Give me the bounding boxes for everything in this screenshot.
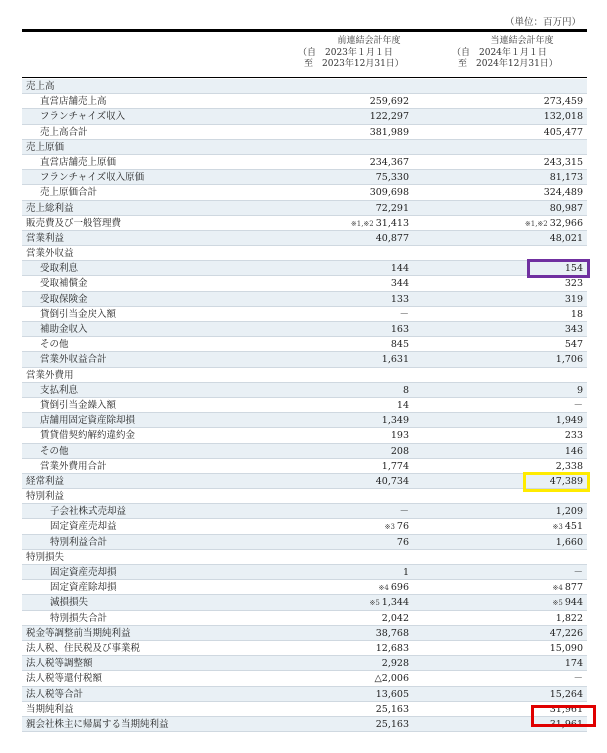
curr-year-value: [553, 580, 583, 596]
row-label: 支払利息: [40, 384, 79, 396]
footnote-marker: ※5: [369, 599, 380, 608]
prev-year-value: [370, 125, 409, 140]
value-text: 13,605: [375, 688, 409, 700]
row-label: フランチャイズ収入: [40, 111, 126, 123]
value-text: 75,330: [375, 172, 409, 184]
row-label: 補助金収入: [40, 324, 88, 335]
value-text: 47,389: [549, 475, 583, 487]
prev-year-value: [382, 611, 409, 626]
table-row: [22, 474, 587, 489]
header-prev-from: （自 2023年１月１日: [298, 47, 393, 58]
table-row: [22, 170, 587, 185]
table-row: [22, 79, 587, 94]
table-row: [22, 140, 587, 155]
curr-year-value: [553, 595, 583, 611]
value-text: 80,987: [549, 202, 583, 214]
value-text: 32,966: [549, 217, 583, 229]
value-text: 81,173: [549, 172, 583, 184]
table-row: [22, 717, 587, 732]
row-label: 親会社株主に帰属する当期純利益: [26, 718, 169, 730]
table-row: [22, 656, 587, 671]
table-row: [22, 109, 587, 124]
curr-year-value: [550, 231, 583, 246]
footnote-marker: ※1,※2: [350, 219, 374, 228]
prev-year-value: [391, 261, 409, 276]
row-label: 固定資産売却損: [50, 567, 117, 578]
value-text: 163: [390, 324, 409, 335]
value-text: 25,163: [375, 718, 409, 730]
row-label: 税金等調整前当期純利益: [26, 627, 131, 639]
table-row: [22, 185, 587, 200]
table-row: [22, 550, 587, 565]
value-text: 451: [564, 521, 583, 533]
value-text: 76: [396, 536, 409, 548]
table-row: [22, 519, 587, 534]
table-row: [22, 413, 587, 428]
value-text: 344: [390, 278, 409, 290]
prev-year-value: [397, 535, 409, 550]
row-label: 減損損失: [50, 597, 89, 609]
prev-year-value: [385, 519, 409, 535]
curr-year-value: [553, 519, 583, 535]
table-row: [22, 307, 587, 322]
value-text: 877: [564, 582, 583, 594]
table-row: [22, 261, 587, 276]
value-text: 9: [576, 384, 583, 396]
row-label: 固定資産売却益: [50, 521, 117, 533]
value-text: 319: [564, 293, 583, 305]
prev-year-value: [391, 337, 409, 352]
curr-year-value: [565, 656, 583, 671]
prev-year-value: [399, 307, 409, 322]
value-text: 243,315: [543, 156, 583, 168]
value-text: 144: [390, 263, 409, 275]
prev-year-value: [399, 504, 409, 519]
table-row: [22, 459, 587, 474]
curr-year-value: [525, 216, 583, 232]
prev-year-value: [382, 352, 409, 367]
header-prev-to: 至 2023年12月31日）: [304, 59, 404, 69]
table-row: [22, 337, 587, 352]
curr-year-value: [556, 413, 583, 428]
prev-year-value: [403, 383, 409, 398]
row-label: 店舗用固定資産除却損: [40, 415, 136, 427]
value-text: 547: [564, 339, 583, 351]
unit-note: （単位：百万円）: [504, 17, 581, 28]
table-row: [22, 535, 587, 550]
value-text: 343: [564, 324, 583, 335]
curr-year-value: [577, 383, 583, 398]
value-text: －: [399, 506, 409, 518]
value-text: 2,042: [381, 612, 409, 624]
prev-year-value: [369, 595, 409, 611]
income-statement-table: [22, 79, 587, 732]
table-row: [22, 292, 587, 307]
curr-year-value: [571, 307, 583, 322]
prev-year-value: [376, 717, 409, 732]
value-text: 1,660: [555, 536, 583, 548]
row-label: 法人税等合計: [26, 688, 84, 700]
table-row: [22, 565, 587, 580]
curr-year-value: [565, 444, 583, 459]
curr-year-value: [544, 109, 583, 124]
footnote-marker: ※4: [378, 584, 389, 593]
value-text: 122,297: [369, 111, 409, 123]
value-text: 47,226: [549, 627, 583, 639]
table-row: [22, 626, 587, 641]
curr-year-value: [573, 671, 583, 686]
table-row: [22, 368, 587, 383]
value-text: －: [573, 567, 583, 578]
row-label: 経常利益: [26, 475, 65, 487]
prev-year-value: [391, 292, 409, 307]
curr-year-value: [573, 565, 583, 580]
value-text: 31,413: [375, 217, 409, 229]
table-row: [22, 580, 587, 595]
value-text: 72,291: [375, 202, 409, 214]
row-label: 特別損失: [26, 551, 65, 563]
table-row: [22, 94, 587, 109]
row-label: 売上高合計: [40, 126, 88, 138]
row-label: 売上総利益: [26, 202, 74, 214]
table-row: [22, 276, 587, 291]
curr-year-value: [556, 535, 583, 550]
row-label: 法人税等調整額: [26, 658, 93, 670]
row-label: 営業外費用合計: [40, 460, 107, 472]
row-label: 売上原価合計: [40, 187, 98, 199]
row-label: 受取補償金: [40, 278, 88, 290]
value-text: 76: [396, 521, 409, 533]
table-row: [22, 201, 587, 216]
table-row: [22, 216, 587, 231]
value-text: 1,209: [555, 506, 583, 518]
value-text: 273,459: [543, 96, 583, 108]
value-text: 15,264: [549, 688, 583, 700]
row-label: 営業利益: [26, 232, 65, 244]
header-prev-title: 前連結会計年度: [337, 36, 401, 46]
curr-year-value: [544, 94, 583, 109]
curr-year-value: [550, 641, 583, 656]
value-text: 48,021: [549, 232, 583, 244]
row-label: その他: [40, 445, 69, 457]
curr-year-value: [550, 626, 583, 641]
value-text: 259,692: [369, 96, 409, 108]
curr-year-value: [573, 398, 583, 413]
row-label: 貸倒引当金繰入額: [40, 399, 117, 411]
row-label: 販売費及び一般管理費: [26, 217, 122, 229]
value-text: 233: [564, 430, 583, 442]
value-text: 323: [564, 278, 583, 290]
header-current-year: [452, 36, 592, 71]
prev-year-value: [370, 109, 409, 124]
prev-year-value: [391, 444, 409, 459]
row-label: 法人税等還付税額: [26, 673, 103, 685]
value-text: 324,489: [543, 187, 583, 199]
value-text: 944: [564, 597, 583, 609]
value-text: 696: [390, 582, 409, 594]
value-text: 1,822: [555, 612, 583, 624]
row-label: 特別利益: [26, 491, 65, 503]
prev-year-value: [379, 580, 409, 596]
table-row: [22, 702, 587, 717]
top-rule: [22, 29, 587, 32]
curr-year-value: [544, 185, 583, 200]
row-label: 賃貸借契約解約違約金: [40, 430, 136, 442]
header-curr-title: 当連結会計年度: [490, 36, 554, 46]
header-previous-year: [298, 36, 440, 71]
value-text: 208: [390, 445, 409, 457]
row-label: 売上高: [26, 81, 55, 92]
table-row: [22, 444, 587, 459]
prev-year-value: [376, 170, 409, 185]
curr-year-value: [544, 125, 583, 140]
row-label: 貸倒引当金戻入額: [40, 308, 117, 320]
value-text: －: [573, 673, 583, 685]
header-curr-to: 至 2024年12月31日）: [458, 59, 558, 69]
table-row: [22, 352, 587, 367]
curr-year-value: [550, 687, 583, 702]
row-label: フランチャイズ収入原価: [40, 172, 145, 184]
value-text: 1,706: [555, 354, 583, 366]
value-text: 405,477: [543, 126, 583, 138]
value-text: 1,774: [381, 460, 409, 472]
value-text: 1,631: [381, 354, 409, 366]
row-label: 営業外費用: [26, 369, 74, 381]
curr-year-value: [565, 292, 583, 307]
value-text: －: [399, 308, 409, 320]
table-row: [22, 504, 587, 519]
curr-year-value: [556, 611, 583, 626]
row-label: 営業外収益: [26, 248, 74, 260]
footnote-marker: ※3: [552, 523, 563, 532]
prev-year-value: [382, 459, 409, 474]
value-text: 146: [564, 445, 583, 457]
curr-year-value: [565, 276, 583, 291]
table-row: [22, 671, 587, 686]
prev-year-value: [376, 231, 409, 246]
curr-year-value: [550, 201, 583, 216]
value-text: 1,344: [381, 597, 409, 609]
row-label: 子会社株式売却益: [50, 506, 127, 518]
value-text: 8: [402, 384, 409, 396]
row-label: 特別利益合計: [50, 536, 108, 548]
value-text: 40,877: [375, 232, 409, 244]
table-row: [22, 383, 587, 398]
value-text: 154: [564, 263, 583, 275]
table-row: [22, 428, 587, 443]
value-text: 2,928: [381, 658, 409, 670]
value-text: 1,349: [381, 415, 409, 427]
footnote-marker: ※5: [552, 599, 563, 608]
row-label: 営業外収益合計: [40, 354, 107, 366]
table-row: [22, 687, 587, 702]
prev-year-value: [382, 413, 409, 428]
curr-year-value: [544, 155, 583, 170]
prev-year-value: [376, 474, 409, 489]
table-row: [22, 125, 587, 140]
value-text: 18: [570, 308, 583, 320]
highlight-net-income: [531, 705, 596, 727]
row-label: 当期純利益: [26, 703, 74, 715]
value-text: 2,338: [555, 460, 583, 472]
prev-year-value: [391, 276, 409, 291]
row-label: その他: [40, 339, 69, 351]
row-label: 固定資産除却損: [50, 582, 117, 594]
curr-year-value: [556, 504, 583, 519]
table-row: [22, 489, 587, 504]
prev-year-value: [403, 565, 409, 580]
prev-year-value: [382, 656, 409, 671]
table-row: [22, 611, 587, 626]
prev-year-value: [370, 185, 409, 200]
value-text: 234,367: [369, 156, 409, 168]
footnote-marker: ※4: [552, 584, 563, 593]
row-label: 売上原価: [26, 141, 65, 153]
header-rule: [22, 77, 587, 78]
table-row: [22, 322, 587, 337]
row-label: 受取利息: [40, 263, 79, 275]
value-text: 132,018: [543, 111, 583, 123]
footnote-marker: ※1,※2: [524, 219, 548, 228]
header-curr-from: （自 2024年１月１日: [452, 47, 547, 58]
table-row: [22, 398, 587, 413]
value-text: 31,961: [549, 718, 583, 730]
value-text: 25,163: [375, 703, 409, 715]
value-text: 40,734: [375, 475, 409, 487]
value-text: 845: [390, 339, 409, 351]
prev-year-value: [376, 687, 409, 702]
prev-year-value: [370, 94, 409, 109]
value-text: 381,989: [369, 126, 409, 138]
value-text: 193: [390, 430, 409, 442]
value-text: 38,768: [375, 627, 409, 639]
value-text: 1,949: [555, 415, 583, 427]
row-label: 法人税、住民税及び事業税: [26, 642, 141, 654]
value-text: 15,090: [549, 642, 583, 654]
row-label: 受取保険金: [40, 293, 88, 305]
highlight-operating-income: [527, 259, 590, 278]
table-row: [22, 246, 587, 261]
value-text: 174: [564, 658, 583, 670]
row-label: 特別損失合計: [50, 612, 108, 624]
prev-year-value: [391, 428, 409, 443]
value-text: 309,698: [369, 187, 409, 199]
table-row: [22, 595, 587, 610]
value-text: 12,683: [375, 642, 409, 654]
table-row: [22, 231, 587, 246]
prev-year-value: [376, 201, 409, 216]
curr-year-value: [556, 352, 583, 367]
value-text: －: [573, 399, 583, 411]
prev-year-value: [376, 626, 409, 641]
table-row: [22, 155, 587, 170]
value-text: 14: [396, 399, 409, 411]
highlight-ordinary-income: [523, 472, 590, 492]
curr-year-value: [565, 322, 583, 337]
row-label: 直営店舗売上高: [40, 96, 107, 108]
prev-year-value: [351, 216, 409, 232]
prev-year-value: [391, 322, 409, 337]
value-text: △2,006: [374, 673, 409, 685]
footnote-marker: ※3: [384, 523, 395, 532]
prev-year-value: [374, 671, 409, 686]
curr-year-value: [550, 170, 583, 185]
prev-year-value: [376, 702, 409, 717]
prev-year-value: [370, 155, 409, 170]
curr-year-value: [565, 428, 583, 443]
prev-year-value: [397, 398, 409, 413]
table-row: [22, 641, 587, 656]
value-text: 1: [402, 567, 409, 578]
prev-year-value: [376, 641, 409, 656]
row-label: 直営店舗売上原価: [40, 156, 117, 168]
value-text: 133: [390, 293, 409, 305]
value-text: 31,961: [549, 703, 583, 715]
curr-year-value: [565, 337, 583, 352]
